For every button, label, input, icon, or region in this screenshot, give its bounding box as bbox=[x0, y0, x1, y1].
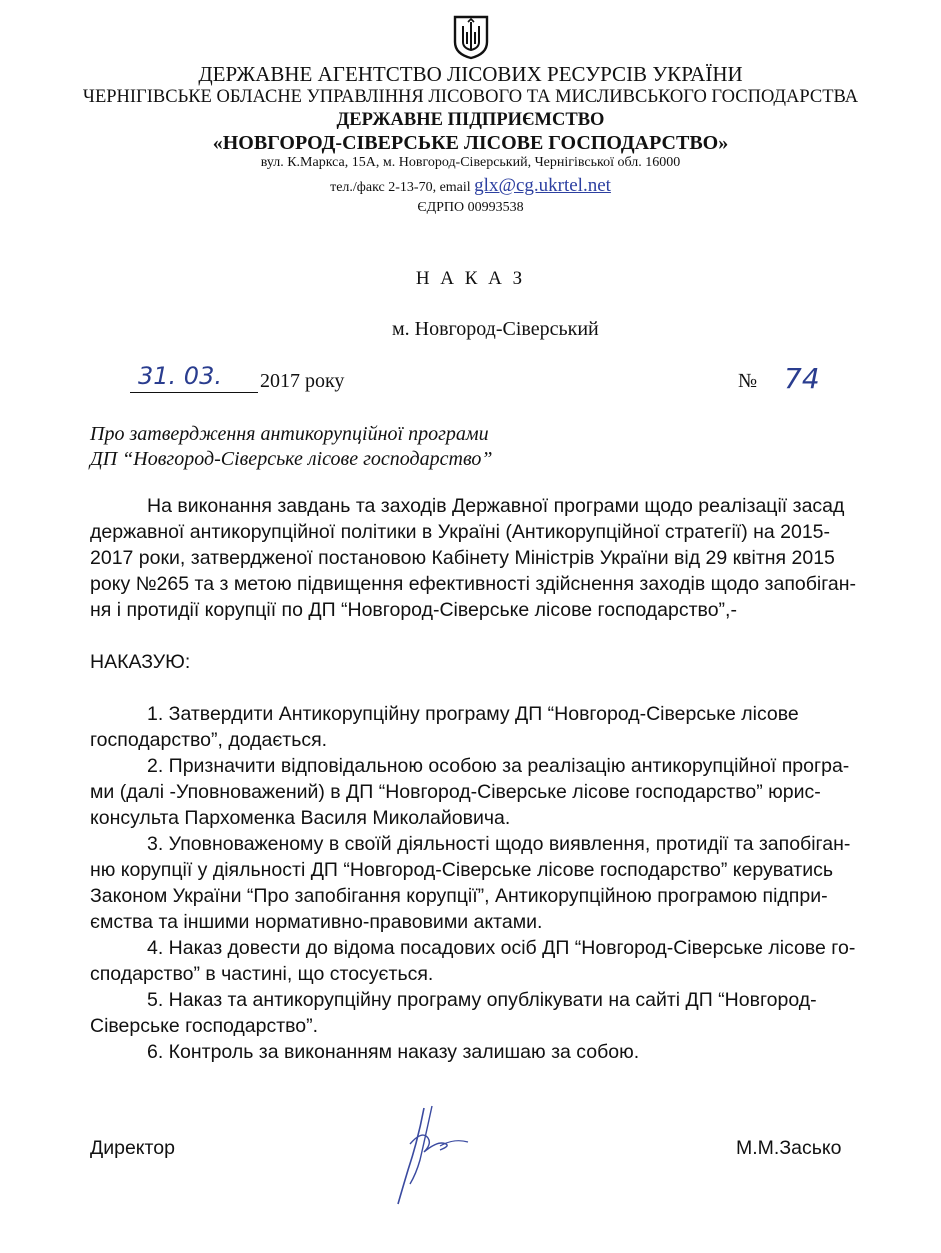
item-line: 3. Уповноваженому в своїй діяльності щодо виявлення, протидії та запобіган- bbox=[147, 833, 851, 855]
preamble-line: На виконання завдань та заходів Державної програми щодо реалізації засад bbox=[147, 495, 845, 517]
document-title: Н А К А З bbox=[415, 268, 526, 289]
preamble-line: державної антикорупційної політики в Україні (Антикорупційної стратегії) на 2015- bbox=[90, 521, 831, 543]
item-line: Сіверське господарство”. bbox=[90, 1015, 319, 1037]
email-link[interactable]: glx@cg.ukrtel.net bbox=[474, 175, 611, 196]
contact-line bbox=[0, 175, 941, 197]
item-line: 2. Призначити відповідальною особою за реалізацію антикорупційної програ- bbox=[147, 755, 850, 777]
edrpou-code: ЄДРПО 00993538 bbox=[417, 200, 524, 215]
item-line: консульта Пархоменка Василя Миколайовича. bbox=[90, 807, 511, 829]
item-line: 6. Контроль за виконанням наказу залишаю за собою. bbox=[147, 1041, 640, 1063]
item-line: господарство”, додається. bbox=[90, 729, 328, 751]
item-line: ємства та іншими нормативно-правовими актами. bbox=[90, 911, 543, 933]
signer-position: Директор bbox=[90, 1137, 175, 1159]
item-line: 5. Наказ та антикорупційну програму опублікувати на сайті ДП “Новгород- bbox=[147, 989, 817, 1011]
preamble-line: 2017 роки, затвердженої постановою Кабінету Міністрів України від 29 квітня 2015 bbox=[90, 547, 835, 569]
enterprise-name: «НОВГОРОД-СІВЕРСЬКЕ ЛІСОВЕ ГОСПОДАРСТВО» bbox=[212, 132, 729, 154]
preamble-line: року №265 та з метою підвищення ефективності здійснення заходів щодо запобіган- bbox=[90, 573, 857, 595]
coat-of-arms-icon bbox=[452, 14, 490, 60]
subject-line-1: Про затвердження антикорупційної програми bbox=[90, 423, 489, 445]
order-number-sign: № bbox=[738, 370, 758, 392]
address-line: вул. К.Маркса, 15А, м. Новгород-Сіверський, Чернігівської обл. 16000 bbox=[260, 155, 681, 170]
item-line: 4. Наказ довести до відома посадових осіб ДП “Новгород-Сіверське лісове го- bbox=[147, 937, 856, 959]
phone-fax: тел./факс 2-13-70, email bbox=[330, 180, 475, 195]
enterprise-type: ДЕРЖАВНЕ ПІДПРИЄМСТВО bbox=[336, 110, 605, 130]
item-line: сподарство” в частині, що стосується. bbox=[90, 963, 434, 985]
item-line: ми (далі -Уповноважений) в ДП “Новгород-Сіверське лісове господарство” юрис- bbox=[90, 781, 821, 803]
date-field bbox=[130, 362, 258, 393]
subject-line-2: ДП “Новгород-Сіверське лісове господарство” bbox=[90, 448, 493, 470]
agency-title: ДЕРЖАВНЕ АГЕНТСТВО ЛІСОВИХ РЕСУРСІВ УКРАЇНИ bbox=[198, 62, 743, 86]
preamble-line: ня і протидії корупції по ДП “Новгород-Сіверське лісове господарство”,- bbox=[90, 599, 737, 621]
item-line: ню корупції у діяльності ДП “Новгород-Сіверське лісове господарство” керуватись bbox=[90, 859, 834, 881]
item-line: 1. Затвердити Антикорупційну програму ДП “Новгород-Сіверське лісове bbox=[147, 703, 799, 725]
city-label: м. Новгород-Сіверський bbox=[392, 318, 599, 340]
order-number-handwritten: 74 bbox=[784, 362, 820, 395]
handwritten-signature bbox=[380, 1100, 480, 1210]
signer-name: М.М.Засько bbox=[736, 1137, 842, 1159]
date-year-label: 2017 року bbox=[260, 370, 345, 392]
regional-office-title: ЧЕРНІГІВСЬКЕ ОБЛАСНЕ УПРАВЛІННЯ ЛІСОВОГО ТА МИСЛИВСЬКОГО ГОСПОДАРСТВА bbox=[82, 87, 859, 107]
order-word: НАКАЗУЮ: bbox=[90, 651, 191, 673]
date-handwritten: 31. 03. bbox=[138, 362, 222, 390]
item-line: Законом України “Про запобігання корупції”, Антикорупційною програмою підпри- bbox=[90, 885, 828, 907]
